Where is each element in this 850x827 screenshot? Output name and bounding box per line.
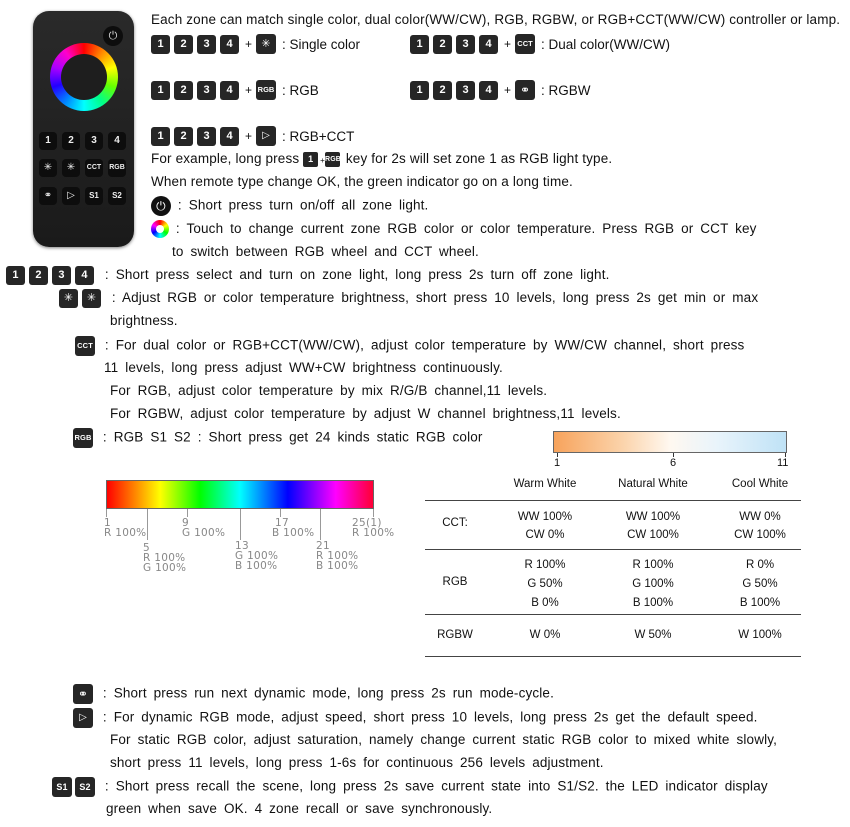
remote-key: 2 bbox=[62, 132, 80, 150]
spectrum-label: 17 B 100% bbox=[272, 517, 315, 539]
cct-desc-line3: For RGB, adjust color temperature by mix R/G/B channel,11 levels. bbox=[110, 383, 548, 398]
table-row-label: RGBW bbox=[437, 629, 473, 641]
zone-key: 2 bbox=[433, 35, 452, 54]
wheel-desc-line2: to switch between RGB wheel and CCT wheel. bbox=[172, 244, 479, 259]
zone-key: 1 bbox=[410, 35, 429, 54]
table-row-label: CCT: bbox=[442, 517, 468, 529]
zone-key: 1 bbox=[303, 152, 318, 167]
combo-single-color: 1 2 3 4 + ✳ : Single color bbox=[151, 34, 360, 54]
remote-control-image bbox=[33, 11, 134, 247]
remote-key: S1 bbox=[85, 187, 103, 205]
rgb-desc-line: RGB : RGB S1 S2 : Short press get 24 kinds static RGB color bbox=[73, 428, 483, 448]
table-cell: W 0% bbox=[529, 629, 561, 641]
spectrum-label: 25(1) R 100% bbox=[352, 517, 395, 539]
intro-text: Each zone can match single color, dual color(WW/CW), RGB, RGBW, or RGB+CCT(WW/CW) controller or lamp. bbox=[151, 12, 841, 27]
combo-dual-color: 1 2 3 4 + CCT : Dual color(WW/CW) bbox=[410, 34, 670, 54]
cct-scale-label: 11 bbox=[777, 457, 789, 469]
table-cell: WW 100% CW 0% bbox=[517, 511, 573, 541]
indicator-note: When remote type change OK, the green indicator go on a long time. bbox=[151, 174, 573, 189]
remote-key: CCT bbox=[85, 159, 103, 177]
speed-desc-line3: short press 11 levels, long press 1-6s for continuous 256 levels adjustment. bbox=[110, 755, 604, 770]
speed-desc-line: ▷ : For dynamic RGB mode, adjust speed, short press 10 levels, long press 2s get the default speed. bbox=[73, 708, 758, 728]
table-cell: W 100% bbox=[738, 629, 782, 641]
zone-key: 4 bbox=[479, 81, 498, 100]
zone-key: 4 bbox=[479, 35, 498, 54]
zone-key: 1 bbox=[151, 127, 170, 146]
speed-desc-line2: For static RGB color, adjust saturation, namely change current static RGB color to mixed white slowly, bbox=[110, 732, 778, 747]
rgb-key: RGB bbox=[73, 428, 93, 448]
brightness-key: ✳ bbox=[82, 289, 101, 308]
table-header: Natural White bbox=[618, 478, 688, 490]
zone-key: 3 bbox=[52, 266, 71, 285]
brightness-desc-line2: brightness. bbox=[110, 313, 178, 328]
zone-key: 3 bbox=[197, 35, 216, 54]
rgb-key: RGB bbox=[256, 80, 276, 100]
spectrum-label: 1 R 100% bbox=[104, 517, 147, 539]
scene-desc-line2: green when save OK. 4 zone recall or save synchronously. bbox=[106, 801, 493, 816]
zone-key: 3 bbox=[197, 127, 216, 146]
zone-key: 1 bbox=[410, 81, 429, 100]
remote-key: ✳ bbox=[62, 159, 80, 177]
combo-label: : Single color bbox=[282, 36, 361, 52]
cct-desc-line4: For RGBW, adjust color temperature by adjust W channel brightness,11 levels. bbox=[110, 406, 621, 421]
table-cell: R 100% G 100% B 100% bbox=[632, 559, 674, 609]
zone-key: 3 bbox=[456, 81, 475, 100]
power-icon: ⏻ bbox=[151, 196, 171, 216]
remote-key: ✳ bbox=[39, 159, 57, 177]
zone-desc-line: 1 2 3 4 : Short press select and turn on zone light, long press 2s turn off zone light. bbox=[6, 266, 610, 285]
remote-key: 4 bbox=[108, 132, 126, 150]
spectrum-label: 9 G 100% bbox=[182, 517, 226, 539]
spectrum-label: 21 R 100% B 100% bbox=[316, 540, 359, 572]
spectrum-label: 5 R 100% G 100% bbox=[143, 542, 187, 574]
zone-key: 2 bbox=[174, 81, 193, 100]
power-desc-line: ⏻ : Short press turn on/off all zone light. bbox=[151, 196, 428, 216]
table-cell: R 0% G 50% B 100% bbox=[739, 559, 781, 609]
cct-key: CCT bbox=[75, 336, 95, 356]
zone-key: 3 bbox=[456, 35, 475, 54]
remote-key: 1 bbox=[39, 132, 57, 150]
table-header: Warm White bbox=[513, 478, 577, 490]
zone-key: 2 bbox=[174, 35, 193, 54]
cct-key: CCT bbox=[515, 34, 535, 54]
combo-label: : RGB+CCT bbox=[282, 128, 355, 144]
combo-label: : RGB bbox=[282, 82, 319, 98]
mode-key: ⚭ bbox=[515, 80, 535, 100]
cct-desc-line: CCT : For dual color or RGB+CCT(WW/CW), adjust color temperature by WW/CW channel, short press bbox=[75, 336, 744, 356]
combo-rgb: 1 2 3 4 + RGB : RGB bbox=[151, 80, 319, 100]
remote-key: 3 bbox=[85, 132, 103, 150]
table-cell: R 100% G 50% B 0% bbox=[524, 559, 566, 609]
spectrum-label: 13 G 100% B 100% bbox=[235, 540, 279, 572]
zone-key: 2 bbox=[174, 127, 193, 146]
table-row-label: RGB bbox=[442, 576, 468, 588]
table-cell: WW 0% CW 100% bbox=[734, 511, 786, 541]
zone-key: 4 bbox=[220, 81, 239, 100]
table-cell: W 50% bbox=[634, 629, 672, 641]
brightness-desc-line: ✳ ✳ : Adjust RGB or color temperature brightness, short press 10 levels, long press 2s get min or max bbox=[59, 289, 758, 308]
rgb-spectrum-bar bbox=[106, 480, 374, 509]
example-line: For example, long press 1 +RGB key for 2s will set zone 1 as RGB light type. bbox=[151, 151, 613, 166]
speed-key: ▷ bbox=[73, 708, 93, 728]
speed-key: ▷ bbox=[256, 126, 276, 146]
zone-key: 1 bbox=[151, 81, 170, 100]
remote-key: ▷ bbox=[62, 187, 80, 205]
zone-key: 4 bbox=[75, 266, 94, 285]
cct-scale-label: 6 bbox=[670, 457, 677, 469]
mode-key: ⚭ bbox=[73, 684, 93, 704]
brightness-key: ✳ bbox=[59, 289, 78, 308]
cct-gradient-bar bbox=[553, 431, 787, 453]
zone-key: 2 bbox=[29, 266, 48, 285]
remote-key: S2 bbox=[108, 187, 126, 205]
zone-key: 2 bbox=[433, 81, 452, 100]
remote-power-button: ⏻ bbox=[103, 26, 123, 46]
cct-scale-label: 1 bbox=[554, 457, 561, 469]
combo-label: : RGBW bbox=[541, 82, 591, 98]
scene-key: S2 bbox=[75, 777, 95, 797]
remote-key: ⚭ bbox=[39, 187, 57, 205]
remote-key: RGB bbox=[108, 159, 126, 177]
brightness-key: ✳ bbox=[256, 34, 276, 54]
table-header: Cool White bbox=[731, 478, 789, 490]
zone-key: 4 bbox=[220, 35, 239, 54]
zone-key: 1 bbox=[6, 266, 25, 285]
scene-key: S1 bbox=[52, 777, 72, 797]
combo-rgbw: 1 2 3 4 + ⚭ : RGBW bbox=[410, 80, 591, 100]
combo-label: : Dual color(WW/CW) bbox=[541, 36, 671, 52]
cct-desc-line2: 11 levels, long press adjust WW+CW brightness continuously. bbox=[104, 360, 503, 375]
zone-key: 3 bbox=[197, 81, 216, 100]
rgb-key: RGB bbox=[325, 152, 340, 167]
mode-desc-line: ⚭ : Short press run next dynamic mode, long press 2s run mode-cycle. bbox=[73, 684, 554, 704]
color-wheel-icon bbox=[151, 220, 169, 238]
zone-key: 1 bbox=[151, 35, 170, 54]
combo-rgbcct: 1 2 3 4 + ▷ : RGB+CCT bbox=[151, 126, 354, 146]
zone-key: 4 bbox=[220, 127, 239, 146]
remote-color-wheel bbox=[50, 43, 118, 111]
table-cell: WW 100% CW 100% bbox=[625, 511, 681, 541]
scene-desc-line: S1 S2 : Short press recall the scene, long press 2s save current state into S1/S2. the LED indicator display bbox=[52, 777, 768, 797]
wheel-desc-line: : Touch to change current zone RGB color or color temperature. Press RGB or CCT key bbox=[151, 220, 757, 238]
